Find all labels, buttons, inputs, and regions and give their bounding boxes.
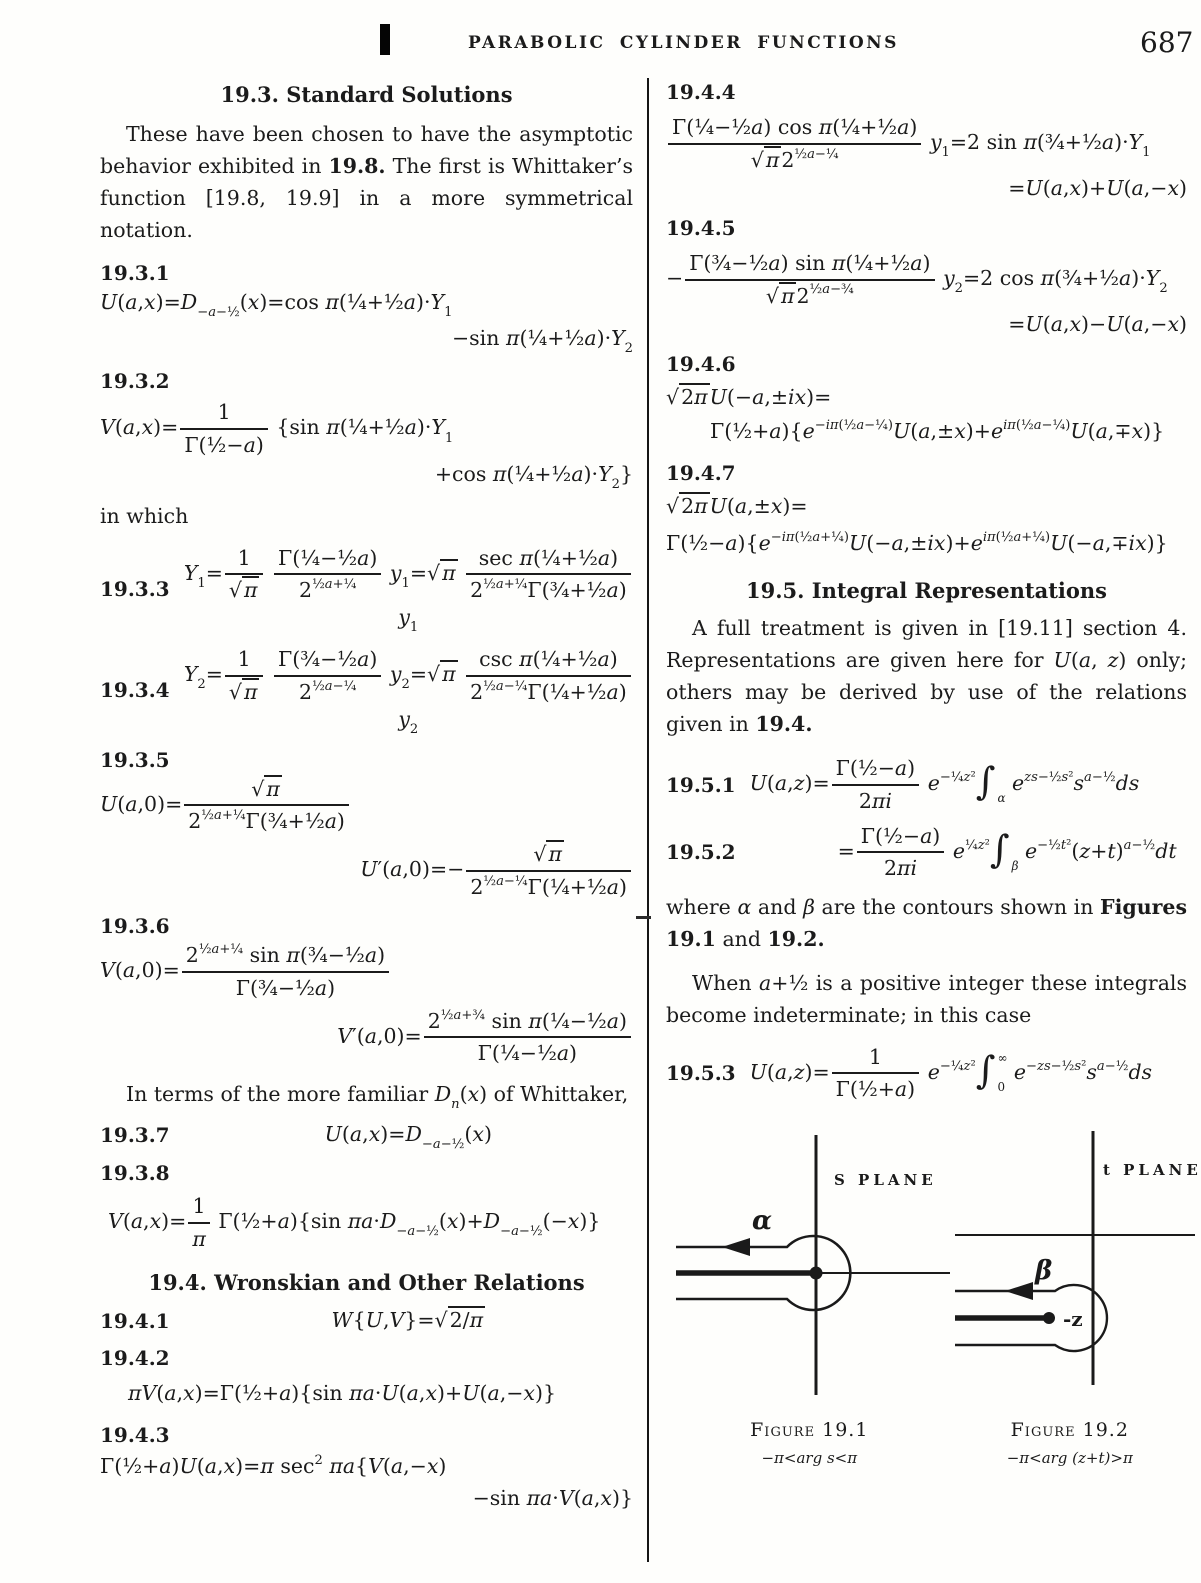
eq-19-3-8-formula: V(a,x)= $\frac{1}{\pi}$ Γ(½+a){sin $\pi a\cdot D_{-a-\frac{1}{2}}(x)+D_{-a-\frac{1}{2}}(-x)$}	[108, 1194, 601, 1251]
eq-19-3-1-line1: $U(a,x)=D_{-a-\frac{1}{2}}(x)=\cos$ $\pi(\frac{1}{4}+\frac{1}{2}a)\cdot Y_1$	[100, 289, 453, 320]
scan-artifact-dash	[636, 916, 651, 919]
contours-paragraph: where α and β are the contours shown in Figures 19.1 and 19.2.	[666, 894, 1187, 951]
eq-19-4-7-line1: √2πU(a,±x)=	[666, 494, 808, 519]
eq-number-19-3-5: 19.3.5	[100, 747, 170, 772]
eq-19-3-2-line2: +cos $\pi(\frac{1}{4}+\frac{1}{2}a)\cdot Y_2$}	[434, 461, 633, 492]
eq-number-19-3-4: 19.3.4	[100, 678, 170, 703]
eq-number-19-4-6: 19.4.6	[666, 351, 736, 376]
eq-number-19-4-1: 19.4.1	[100, 1308, 170, 1333]
figure-19-1-caption: Figure 19.1	[750, 1419, 869, 1441]
eq-19-4-6-line1: √2πU(−a,±ix)=	[666, 384, 832, 409]
eq-number-19-3-2: 19.3.2	[100, 369, 170, 394]
eq-19-3-5-line2: U′(a,0)=− $\frac{√\pi}{2^{\frac{1}{2}a-\frac{1}{4}}\Gamma(\frac{1}{4}+\frac{1}{2}a)}$	[100, 841, 633, 900]
eq-19-3-3	[100, 545, 633, 636]
eq-19-3-2-line1: V(a,x)= $\frac{1}{\text{Γ(½−a)}}$ {sin $\pi(\frac{1}{4}+\frac{1}{2}a)\cdot Y_1$	[100, 400, 454, 457]
minus-z-point	[1043, 1312, 1055, 1324]
eq-19-3-1-line2: −sin $\pi(\frac{1}{4}+\frac{1}{2}a)\cdot Y_2$	[451, 326, 633, 357]
eq-19-4-3-line2: −sin πa·V(a,x)}	[472, 1486, 633, 1511]
left-column	[100, 76, 633, 1512]
eq-19-4-4-line1: $\frac{\text{Γ(¼−½a) cos π(¼+½a)}}{√\pi 2^{\frac{1}{2}a-\frac{1}{4}}}$ $y_1=2$ $\sin \pi(\frac{3}{4}+\frac{1}{2}a)\cdot Y_1$	[666, 114, 1187, 173]
eq-number-19-3-1: 19.3.1	[100, 260, 170, 285]
eq-number-19-5-2: 19.5.2	[666, 840, 736, 865]
eq-number-19-5-3: 19.5.3	[666, 1061, 736, 1086]
indeterminate-paragraph: When a+½ is a positive integer these integrals become indeterminate; in this case	[666, 970, 1187, 1027]
column-divider	[647, 78, 649, 1562]
eq-19-4-7-line2: $\Gamma(\frac{1}{2}-a)\{e^{-i\pi(\frac{1}{2}a+\frac{1}{4})}U(-a,\pm ix)+e^{i\pi(\frac{1}{2}a+\frac{1}{4})}U(-a,\mp ix)\}$	[666, 529, 1168, 555]
eq-number-19-4-4: 19.4.4	[666, 80, 736, 104]
eq-19-3-5-line1: U(a,0)= $\frac{√\pi}{2^{\frac{1}{2}a+\frac{1}{4}}\Gamma(\frac{3}{4}+\frac{1}{2}a)}$	[100, 776, 633, 835]
eq-19-4-5-line2: =U(a,x)−U(a,−x)	[1008, 312, 1187, 337]
eq-19-5-1	[666, 755, 1187, 814]
whittaker-paragraph: In terms of the more familiar $D_n(x)$ of Whittaker,	[126, 1081, 629, 1112]
t-plane-diagram	[953, 1123, 1198, 1413]
eq-19-5-3	[666, 1044, 1187, 1103]
eq-19-3-6-line2: V′(a,0)= $\frac{2^{\frac{1}{2}a+\frac{3}{4}} \sin \pi(\frac{1}{4}-\frac{1}{2}a)}{\text{Γ(¼−½a)}}$	[100, 1008, 633, 1067]
contour-arrowhead	[722, 1238, 750, 1256]
figure-19-2-caption: Figure 19.2	[1010, 1419, 1129, 1441]
section-heading-19-5: 19.5. Integral Representations	[745, 578, 1108, 604]
eq-19-3-3-formula: $Y_1=$ $\frac{1}{√\pi}$ $\frac{\text{Γ(¼−½a)}}{2^{\frac{1}{2}a+\frac{1}{4}}}$ $y_1=√\pi$ sec π(¼+½a) $2^{\frac{1}{2}a+\frac{1}{4}}\Gamma(\frac{3}{4}+\frac{1}{2}a)$ $y_1$	[184, 545, 633, 633]
eq-19-4-1	[100, 1307, 633, 1334]
figure-19-1	[666, 1123, 953, 1467]
intro-paragraph-19-3: These have been chosen to have the asymptotic behavior exhibited in 19.8. The first is Whittaker’s function [19.8, 19.9] in a more symmetrical notation.	[100, 122, 633, 242]
t-plane-label: t PLANE	[1102, 1161, 1198, 1179]
eq-number-19-3-3: 19.3.3	[100, 576, 170, 601]
section-heading-19-4: 19.4. Wronskian and Other Relations	[148, 1270, 585, 1296]
scan-artifact-mark	[380, 24, 390, 55]
eq-19-5-3-formula: U(a,z)= $\frac{1}{\text{Γ(½+a)}}$ $e^{-\frac{1}{4}z^2}\int$ ∞ 0 $e^{-zs-\frac{1}{2}s^2}s^{a-\frac{1}{2}}ds$	[749, 1044, 1153, 1102]
intro-paragraph-19-5: A full treatment is given in [19.11] section 4. Representations are given here for U(a, z) only; others may be derived by use of the relations given in 19.4.	[666, 616, 1187, 737]
eq-number-19-5-1: 19.5.1	[666, 772, 736, 797]
eq-number-19-4-2: 19.4.2	[100, 1346, 170, 1371]
eq-19-3-6-line1: V(a,0)= $\frac{2^{\frac{1}{2}a+\frac{1}{4}} \sin \pi(\frac{3}{4}-\frac{1}{2}a)}{\text{Γ(¾−½a)}}$	[100, 942, 633, 1001]
s-plane-diagram	[666, 1123, 956, 1413]
figure-19-2	[953, 1123, 1198, 1467]
eq-19-4-2-formula: πV(a,x)=Γ(½+a){sin πa·U(a,x)+U(a,−x)}	[128, 1381, 557, 1406]
eq-number-19-4-3: 19.4.3	[100, 1422, 170, 1447]
in-which-text: in which	[100, 503, 189, 528]
figures-row	[666, 1123, 1198, 1467]
alpha-label: α	[752, 1206, 773, 1236]
eq-19-3-4	[100, 646, 633, 737]
eq-number-19-4-5: 19.4.5	[666, 215, 736, 240]
eq-19-3-7	[100, 1121, 633, 1152]
eq-19-4-4-line2: =U(a,x)+U(a,−x)	[1008, 176, 1187, 201]
eq-19-3-7-formula: $U(a,x)=D_{-a-\frac{1}{2}}(x)$	[324, 1121, 492, 1152]
eq-19-5-2-formula: = $\frac{\text{Γ(½−a)}}{2\pi i}$ $e^{\frac{1}{4}z^2}\int$ β $e^{-\frac{1}{2}t^2}(z+t)^{a-\frac{1}{2}}dt$	[837, 823, 1177, 881]
eq-19-3-4-formula: $Y_2=$ $\frac{1}{√\pi}$ $\frac{\text{Γ(¾−½a)}}{2^{\frac{1}{2}a-\frac{1}{4}}}$ $y_2=√\pi$ csc π(¼+½a) $2^{\frac{1}{2}a-\frac{1}{4}}\Gamma(\frac{1}{4}+\frac{1}{2}a)$ $y_2$	[184, 646, 633, 734]
eq-19-4-5-line1: − $\frac{\text{Γ(¾−½a) sin π(¼+½a)}}{√\pi 2^{\frac{1}{2}a-\frac{3}{4}}}$ $y_2=2$ $\cos \pi(\frac{3}{4}+\frac{1}{2}a)\cdot Y_2$	[666, 250, 1168, 308]
minus-z-label: -z	[1062, 1307, 1083, 1331]
eq-number-19-4-7: 19.4.7	[666, 461, 736, 486]
contour-arrowhead	[1005, 1282, 1033, 1300]
origin-point	[810, 1267, 823, 1280]
s-plane-label: S PLANE	[834, 1171, 937, 1189]
eq-number-19-3-6: 19.3.6	[100, 914, 170, 939]
beta-label: β	[1034, 1256, 1052, 1286]
figure-19-2-subcaption: −π<arg (z+t)>π	[1006, 1449, 1133, 1467]
eq-number-19-3-8: 19.3.8	[100, 1161, 170, 1186]
running-header: PARABOLIC CYLINDER FUNCTIONS	[468, 33, 899, 53]
page-number: 687	[1140, 26, 1194, 59]
eq-19-5-2	[666, 823, 1187, 882]
right-column	[666, 76, 1198, 1467]
figure-19-1-subcaption: −π<arg s<π	[761, 1449, 858, 1467]
eq-19-5-1-formula: U(a,z)= $\frac{\text{Γ(½−a)}}{2\pi i}$ $e^{-\frac{1}{4}z^2}\int$ α $e^{zs-\frac{1}{2}s^2}s^{a-\frac{1}{2}}ds$	[749, 756, 1140, 813]
eq-19-4-3-line1: Γ(½+a)U(a,x)=π $\sec^2 \pi a\{V(a,-x)$	[100, 1452, 447, 1478]
eq-19-4-1-formula: W{U,V}=√2/π	[331, 1308, 484, 1333]
eq-number-19-3-7: 19.3.7	[100, 1122, 170, 1147]
eq-19-4-6-line2: $\Gamma(\frac{1}{2}+a)\{e^{-i\pi(\frac{1}{2}a-\frac{1}{4})}U(a,\pm x)+e^{i\pi(\frac{1}{2}a-\frac{1}{4})}U(a,\mp x)\}$	[710, 418, 1165, 444]
section-heading-19-3: 19.3. Standard Solutions	[220, 82, 513, 107]
